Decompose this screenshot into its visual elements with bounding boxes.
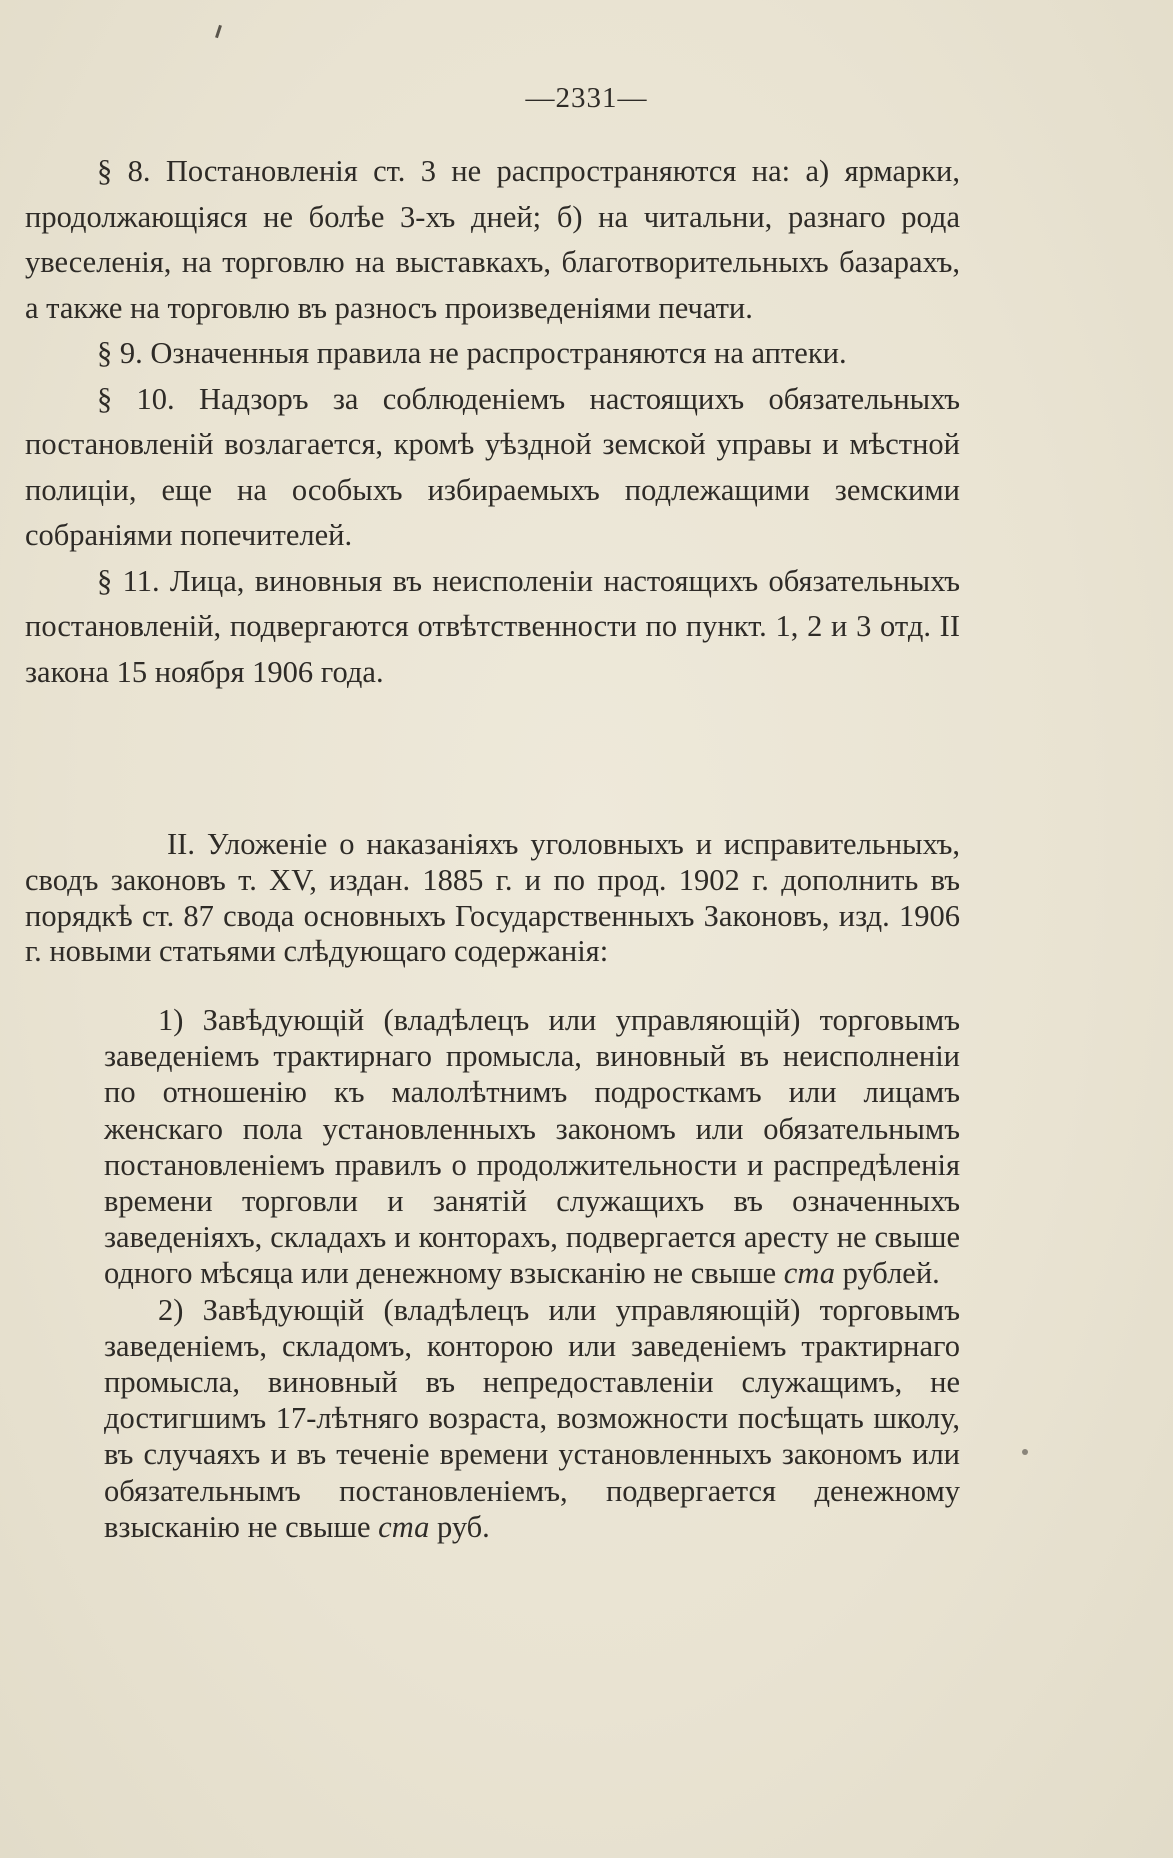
article-item-2-tail: руб. bbox=[429, 1509, 490, 1544]
article-item-1-tail: рублей. bbox=[834, 1256, 940, 1291]
article-item-1-text: 1) Завѣдующій (владѣлецъ или управляющій) торговымъ заведеніемъ трактирнаго промысла, виновный въ неисполненіи по отношенію къ малолѣтнимъ подросткамъ или лицамъ женскаго пола установленныхъ закономъ или обязательнымъ постановленіемъ правилъ о продолжительности и распредѣленія времени торговли и занятій служащихъ въ означенныхъ заведеніяхъ, складахъ и конторахъ, подвергается аресту не свыше одного мѣсяца или денежному взысканію не свыше bbox=[104, 1003, 960, 1291]
article-item-2-text: 2) Завѣдующій (владѣлецъ или управляющій) торговымъ заведеніемъ, складомъ, конторою или заведеніемъ трактирнаго промысла, виновный въ непредоставленіи служащимъ, не достигшимъ 17-лѣтняго возраста, возможности посѣщать школу, въ случаяхъ и въ теченіе времени установленныхъ закономъ или обязательнымъ постановленіемъ, подвергается денежному взысканію не свыше bbox=[104, 1292, 960, 1544]
section-11-paragraph: § 11. Лица, виновныя въ неисполеніи настоящихъ обязательныхъ постановленій, подвергаются отвѣтственности по пункт. 1, 2 и 3 отд. II закона 15 ноября 1906 года. bbox=[25, 563, 960, 689]
page-number: —2331— bbox=[525, 82, 648, 114]
article-item-2-emphasis: ста bbox=[378, 1509, 430, 1544]
article-item-1 bbox=[104, 1002, 960, 1292]
part-two-items-block bbox=[104, 1002, 960, 1545]
part-two-intro-paragraph: II. Уложеніе о наказаніяхъ уголовныхъ и исправительныхъ, сводъ законовъ т. XV, издан. 1885 г. и по прод. 1902 г. дополнить въ порядкѣ ст. 87 свода основныхъ Государственныхъ Законовъ, изд. 1906 г. новыми статьями слѣдующаго содержанія: bbox=[25, 827, 960, 969]
part-two-intro-block bbox=[25, 827, 960, 970]
section-8-paragraph: § 8. Постановленія ст. 3 не распространяются на: а) ярмарки, продолжающіяся не болѣе 3-хъ дней; б) на читальни, разнаго рода увеселенія, на торговлю на выставкахъ, благотворительныхъ базарахъ, а также на торговлю въ разносъ произведеніями печати. bbox=[25, 154, 960, 325]
article-item-1-emphasis: ста bbox=[783, 1256, 835, 1291]
article-item-2 bbox=[104, 1292, 960, 1545]
ink-mark bbox=[215, 25, 222, 38]
section-10-paragraph: § 10. Надзоръ за соблюденіемъ настоящихъ обязательныхъ постановленій возлагается, кромѣ уѣздной земской управы и мѣстной полиціи, еще на особыхъ избираемыхъ подлежащими земскими собраніями попечителей. bbox=[25, 381, 960, 552]
paper-speck bbox=[1022, 1449, 1028, 1455]
section-9-paragraph: § 9. Означенныя правила не распространяются на аптеки. bbox=[97, 336, 847, 370]
sections-block bbox=[25, 149, 960, 695]
